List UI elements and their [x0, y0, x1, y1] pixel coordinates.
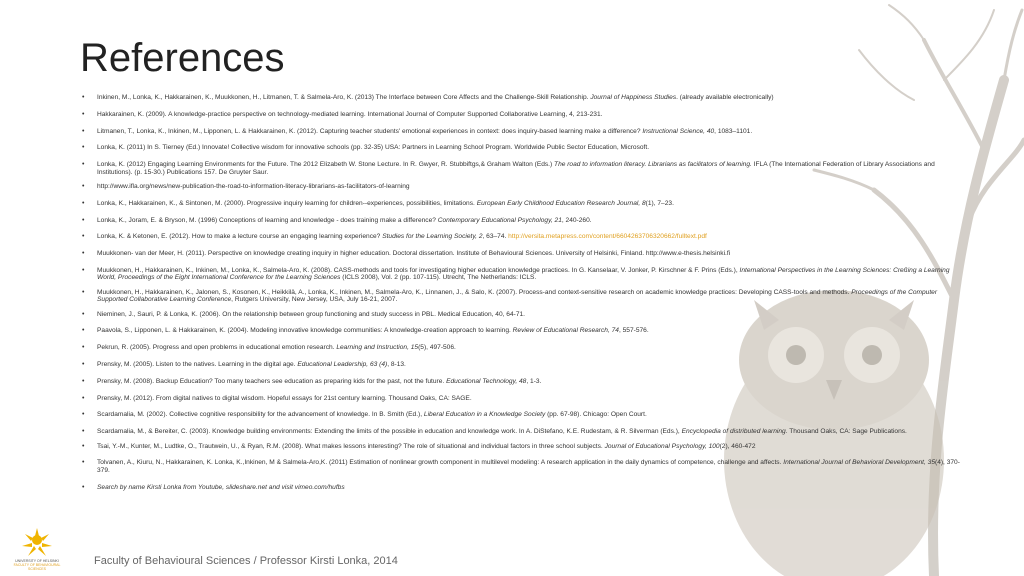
reference-item: [82, 411, 962, 418]
reference-pre-text: Paavola, S., Lipponen, L. & Hakkarainen, K. (2004). Modeling innovative knowledge communities: A knowledge-creation approach to learning.: [97, 327, 513, 335]
reference-post-text: , 1-3.: [526, 377, 542, 385]
reference-item: [82, 484, 962, 491]
reference-post-text: (1), 7–23.: [645, 199, 674, 207]
reference-ital-text: Studies for the Learning Society, 2: [382, 233, 483, 241]
reference-item: [82, 183, 962, 190]
reference-pre-text: Muukkonen, H., Hakkarainen, K., Inkinen, M., Lonka, K., Salmela-Aro, K. (2008). CASS-methods and tools for investigating higher education knowledge practices. In G. Kanselaar, V. Jonker, P. Kirschner & F. Prins (Eds.),: [97, 266, 740, 274]
reference-ital-text: Learning and Instruction, 15: [336, 344, 419, 352]
reference-pre-text: Lonka, K., Joram, E. & Bryson, M. (1996) Conceptions of learning and knowledge - does training make a difference?: [97, 216, 438, 224]
university-logo-text: [6, 559, 68, 571]
reference-ital-text: Journal of Educational Psychology, 100: [604, 442, 720, 450]
reference-ital-text: International Perspectives in the Learning Sciences: Creßing a Learning World, Proceedings of the Eight International Conference for the Learning Sciences: [97, 266, 950, 282]
reference-ital-text: Proceedings of the Computer Supported Collaborative Learning Conference: [97, 288, 938, 304]
reference-post-text: , 63–74.: [482, 233, 509, 241]
reference-post-text: (4), 370-379.: [97, 459, 960, 474]
reference-item: [82, 200, 962, 207]
reference-pre-text: Muukkonen- van der Meer, H. (2011). Perspective on knowledge creating inquiry in higher education. Doctoral dissertation. Institute of Behavioural Sciences. University of Helsinki, Finland. http://www.e-thesis.helsinki.fi: [97, 250, 731, 258]
reference-item: [82, 361, 962, 368]
reference-ital-text: European Early Childhood Education Research Journal, 8: [476, 199, 646, 207]
reference-pre-text: Muukkonen, H., Hakkarainen, K., Jalonen, S., Kosonen, K., Heikkilä, A., Lonka, K., Inkinen, M., Salmela-Aro, K., Linnanen, J., & Salo, K. (2007). Process-and context-sensitive research on academic knowledge practices: Developing CASS-tools and methods.: [97, 288, 852, 296]
reference-ital-text: The road to information literacy. Librarians as facilitators of learning.: [554, 161, 752, 169]
reference-pre-text: Nieminen, J., Sauri, P. & Lonka, K. (2006). On the relationship between group functioning and study success in PBL. Medical Education, 40, 64-71.: [97, 310, 525, 318]
reference-list: [82, 94, 962, 500]
reference-item: [82, 94, 962, 101]
reference-post-text: , 1083–1101.: [714, 127, 753, 135]
reference-ital-text: International Journal of Behavioral Development, 35: [783, 459, 935, 467]
reference-pre-text: Prensky, M. (2005). Listen to the natives. Learning in the digital age.: [97, 361, 298, 368]
reference-pre-text: Prensky, M. (2012). From digital natives to digital wisdom. Hopeful essays for 21st century learning. Thousand Oaks, CA: SAGE.: [97, 394, 472, 402]
reference-ital-text: Search by name Kirsti Lonka from Youtube, slideshare.net and visit vimeo.com/hufbs: [97, 483, 345, 491]
reference-post-text: . (already available electronically): [676, 94, 774, 101]
reference-ital-text: Educational Technology, 48: [446, 377, 527, 385]
reference-ital-text: Encyclopedia of distributed learning.: [681, 428, 788, 436]
reference-ital-text: Contemporary Educational Psychology, 21: [437, 216, 562, 224]
reference-post-text: Thousand Oaks, CA: Sage Publications.: [787, 428, 907, 436]
reference-pre-text: Tsai, Y.-M., Kunter, M., Ludtke, O., Trautwein, U., & Ryan, R.M. (2008). What makes lessons interesting? The role of situational and individual factors in three school subjects.: [97, 442, 605, 450]
reference-pre-text: Scardamalia, M., & Bereiter, C. (2003). Knowledge building environments: Extending the limits of the possible in education and knowledge work. In A. DiStefano, K.E. Rudestam, & R. Silverman (Eds.),: [97, 428, 682, 436]
reference-item: [82, 459, 962, 474]
reference-post-text: IFLA (The International Federation of Library Associations and Institutions). (p. 15-30.) Publications 157. De Gruyter Saur.: [97, 161, 935, 176]
reference-item: [82, 217, 962, 224]
reference-pre-text: Lonka, K. (2011) In S. Tierney (Ed.) Innovate! Collective wisdom for innovative schools (pp. 32-35) USA: Partners in Learning School Program. Worldwide Public Sector Education, Microsoft.: [97, 144, 650, 152]
reference-post-text: , 557-576.: [618, 327, 649, 335]
reference-post-text: , 8-13.: [387, 361, 406, 368]
reference-ital-text: Liberal Education in a Knowledge Society: [423, 411, 546, 419]
reference-item: [82, 111, 962, 118]
reference-link[interactable]: http://versita.metapress.com/content/6604263706320662/fulltext.pdf: [508, 233, 707, 241]
reference-item: [82, 144, 962, 151]
reference-ital-text: Journal of Happiness Studies: [590, 94, 677, 101]
reference-item: [82, 250, 962, 257]
reference-pre-text: Litmanen, T., Lonka, K., Inkinen, M., Lipponen, L. & Hakkarainen, K. (2012). Capturing teacher students' emotional experiences in context: does inquiry-based learning make a difference?: [97, 127, 643, 135]
reference-pre-text: http://www.ifla.org/news/new-publication-the-road-to-information-literacy-librarians-as-facilitators-of-learning: [97, 183, 410, 190]
reference-post-text: (2), 460-472: [719, 442, 756, 450]
reference-item: [82, 161, 962, 176]
reference-item: [82, 327, 962, 334]
reference-pre-text: Tolvanen, A., Kiuru, N., Hakkarainen, K. Lonka, K.,Inkinen, M & Salmela-Aro,K. (2011) Estimation of nonlinear growth component in multilevel modeling: A research application in the daily dynamics of competence, challenge and affects.: [97, 459, 784, 467]
reference-item: [82, 289, 962, 304]
reference-pre-text: Pekrun, R. (2005). Progress and open problems in educational emotion research.: [97, 344, 337, 352]
reference-item: [82, 428, 962, 435]
reference-pre-text: Lonka, K. (2012) Engaging Learning Environments for the Future. The 2012 Elizabeth W. Stone Lecture. In R. Gwyer, R. Stubbiftgs,& Graham Walton (Eds.): [97, 161, 555, 169]
page-title: References: [80, 36, 285, 80]
reference-post-text: (pp. 67-98). Chicago: Open Court.: [545, 411, 647, 419]
reference-post-text: (ICLS 2008), Vol. 2 (pp. 107-115). Utrecht, The Netherlands: ICLS.: [340, 274, 537, 282]
reference-ital-text: Instructional Science, 40: [642, 127, 715, 135]
logo-faculty-name: FACULTY OF BEHAVIOURAL SCIENCES: [13, 563, 61, 571]
reference-item: [82, 311, 962, 318]
slide-footer: Faculty of Behavioural Sciences / Professor Kirsti Lonka, 2014: [94, 555, 398, 567]
reference-item: [82, 233, 962, 240]
reference-ital-text: Educational Leadership, 63 (4): [297, 361, 388, 368]
reference-item: [82, 128, 962, 135]
reference-item: [82, 443, 962, 450]
reference-post-text: , 240-260.: [561, 216, 592, 224]
reference-pre-text: Scardamalia, M. (2002). Collective cognitive responsibility for the advancement of knowledge. In B. Smith (Ed.),: [97, 411, 424, 419]
reference-pre-text: Lonka, K. & Ketonen, E. (2012). How to make a lecture course an engaging learning experience?: [97, 233, 383, 241]
reference-pre-text: Hakkarainen, K. (2009). A knowledge-practice perspective on technology-mediated learning. International Journal of Computer Supported Collaborative Learning, 4, 213-231.: [97, 110, 603, 118]
reference-pre-text: Inkinen, M., Lonka, K., Hakkarainen, K., Muukkonen, H., Litmanen, T. & Salmela-Aro, K. (2013) The Interface between Core Affects and the Challenge-Skill Relationship.: [97, 94, 591, 101]
reference-post-text: (5), 497-506.: [418, 344, 456, 352]
reference-item: [82, 344, 962, 351]
reference-item: [82, 378, 962, 385]
reference-pre-text: Prensky, M. (2008). Backup Education? Too many teachers see education as preparing kids for the past, not the future.: [97, 377, 447, 385]
reference-item: [82, 267, 962, 282]
reference-pre-text: Lonka, K., Hakkarainen, K., & Sintonen, M. (2000). Progressive inquiry learning for children--experiences, possibilities, limitations.: [97, 199, 477, 207]
reference-post-text: , Rutgers University, New Jersey, USA, July 16-21, 2007.: [231, 296, 398, 304]
reference-ital-text: Review of Educational Research, 74: [512, 327, 619, 335]
reference-item: [82, 395, 962, 402]
logo-university-name: UNIVERSITY OF HELSINKI: [15, 559, 59, 563]
